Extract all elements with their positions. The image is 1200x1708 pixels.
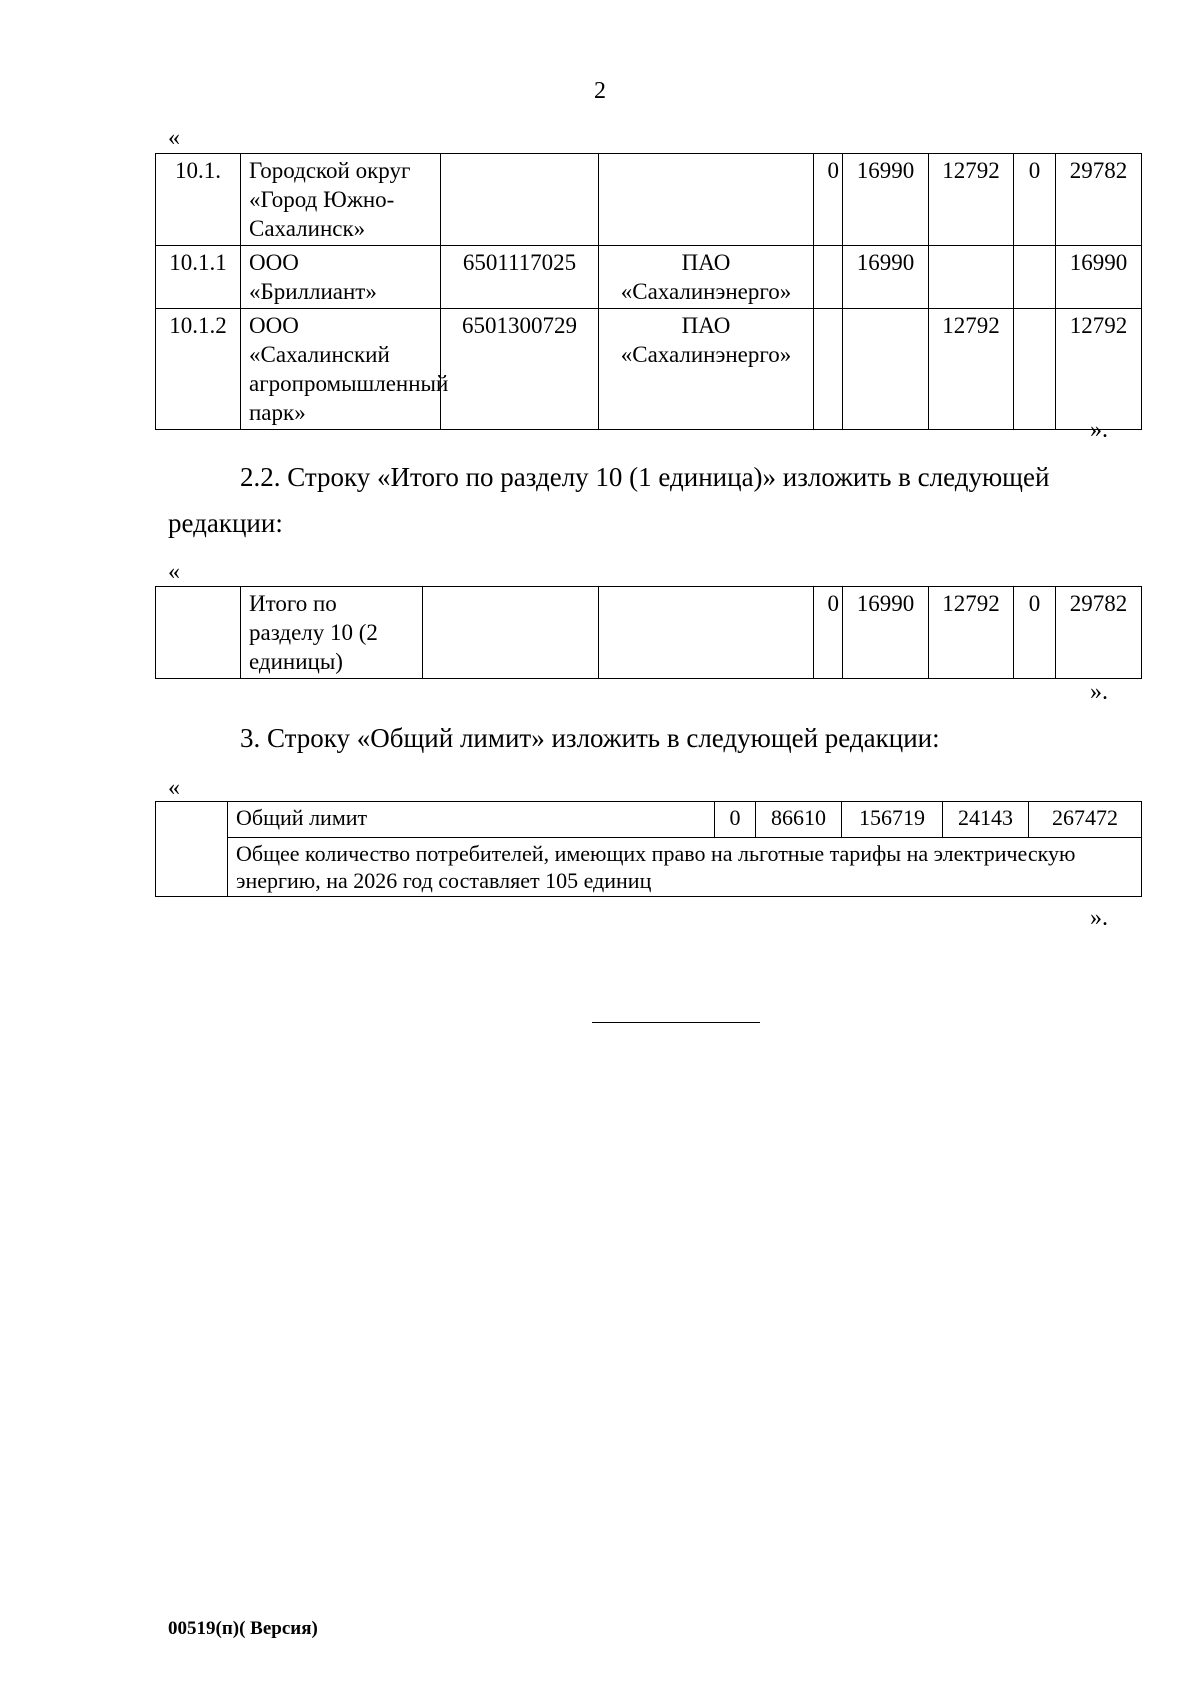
value-cell: [814, 309, 843, 430]
table-row: [156, 802, 1142, 838]
value-cell: 0: [814, 587, 843, 679]
total-cell: 267472: [1029, 802, 1142, 838]
value-cell: [843, 309, 929, 430]
value-cell: 24143: [943, 802, 1029, 838]
closing-rule: [592, 1022, 760, 1023]
general-limit-label: Общий лимит: [228, 802, 715, 838]
inn-cell: [423, 587, 599, 679]
value-cell: 156719: [842, 802, 943, 838]
total-cell: 29782: [1056, 587, 1142, 679]
table-row: [156, 246, 1142, 309]
table-row: [156, 309, 1142, 430]
value-cell: 12792: [929, 309, 1014, 430]
value-cell: [1014, 309, 1056, 430]
inn-cell: 6501300729: [441, 309, 599, 430]
open-quote: «: [168, 775, 180, 801]
paragraph-2-2-line2: редакции:: [168, 508, 283, 538]
value-cell: 16990: [843, 246, 929, 309]
empty-cell: [156, 802, 228, 897]
inn-cell: [441, 154, 599, 246]
value-cell: 12792: [929, 154, 1014, 246]
table-row: [156, 154, 1142, 246]
consumer-name: Городской округ «Город Южно-Сахалинск»: [241, 154, 441, 246]
section-10-total-table: [155, 586, 1142, 679]
paragraph-2-2-line1: 2.2. Строку «Итого по разделу 10 (1 единица)» изложить в следующей: [240, 462, 1050, 492]
total-label: Итого по разделу 10 (2 единицы): [241, 587, 423, 679]
paragraph-3: 3. Строку «Общий лимит» изложить в следующей редакции:: [240, 723, 940, 753]
total-cell: 16990: [1056, 246, 1142, 309]
open-quote: «: [168, 125, 180, 151]
general-limit-table: [155, 801, 1142, 897]
value-cell: [814, 246, 843, 309]
total-cell: 12792: [1056, 309, 1142, 430]
table-row: [156, 587, 1142, 679]
consumer-name: ООО «Бриллиант»: [241, 246, 441, 309]
page-number: 2: [594, 78, 606, 104]
value-cell: 12792: [929, 587, 1014, 679]
open-quote: «: [168, 559, 180, 585]
consumer-count-note: Общее количество потребителей, имеющих право на льготные тарифы на электрическую энергию, на 2026 год составляет 105 единиц: [228, 838, 1142, 897]
close-quote: ».: [1090, 417, 1108, 443]
value-cell: 0: [814, 154, 843, 246]
value-cell: 16990: [843, 154, 929, 246]
value-cell: 0: [1014, 587, 1056, 679]
inn-cell: 6501117025: [441, 246, 599, 309]
supplier-cell: [599, 587, 814, 679]
row-number: 10.1.2: [156, 309, 241, 430]
row-number: 10.1.1: [156, 246, 241, 309]
supplier-cell: ПАО «Сахалинэнерго»: [599, 309, 814, 430]
row-number: [156, 587, 241, 679]
document-version-footer: 00519(п)( Версия): [168, 1618, 318, 1639]
value-cell: 0: [1014, 154, 1056, 246]
total-cell: 29782: [1056, 154, 1142, 246]
value-cell: [929, 246, 1014, 309]
value-cell: [1014, 246, 1056, 309]
table-row: [156, 838, 1142, 897]
close-quote: ».: [1090, 905, 1108, 931]
row-number: 10.1.: [156, 154, 241, 246]
supplier-cell: [599, 154, 814, 246]
consumer-name: ООО «Сахалинский агропромышленный парк»: [241, 309, 441, 430]
value-cell: 86610: [756, 802, 842, 838]
supplier-cell: ПАО «Сахалинэнерго»: [599, 246, 814, 309]
value-cell: 16990: [843, 587, 929, 679]
section-10-table: [155, 153, 1142, 430]
close-quote: ».: [1090, 679, 1108, 705]
value-cell: 0: [715, 802, 756, 838]
